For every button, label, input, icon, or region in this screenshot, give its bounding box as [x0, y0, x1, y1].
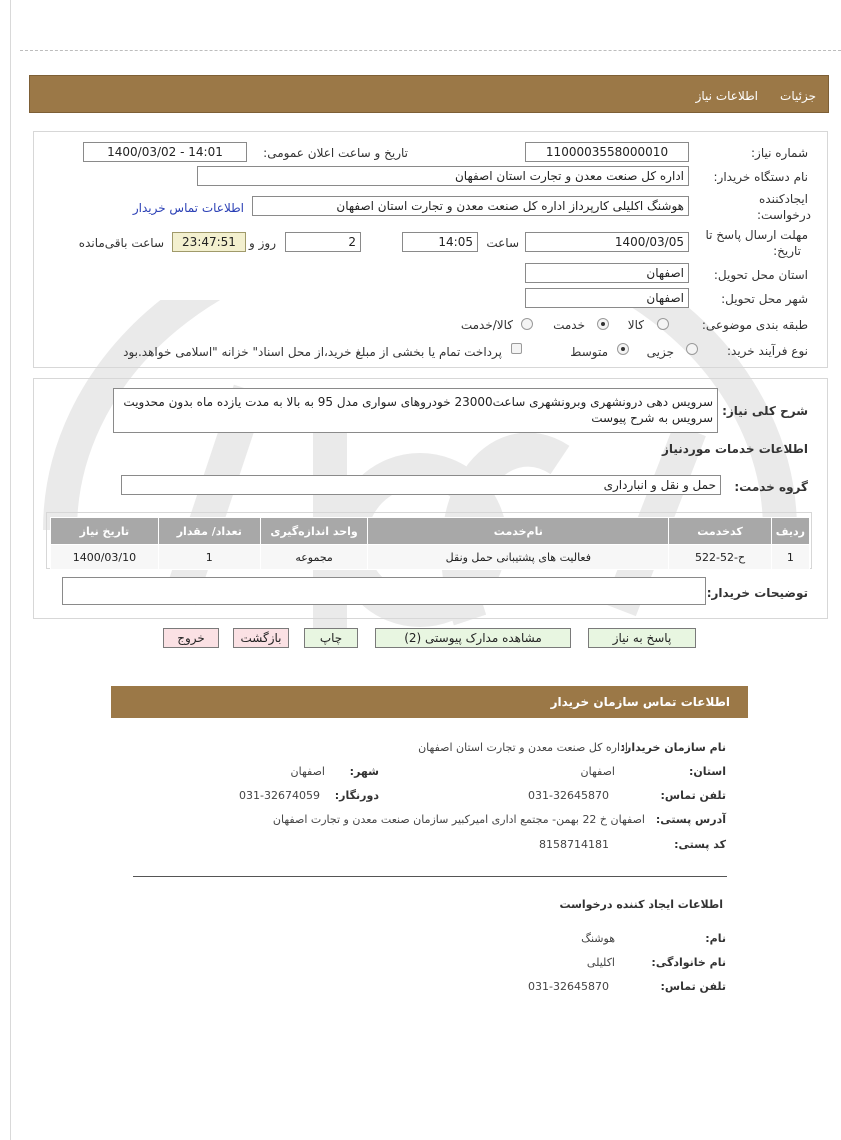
process-type-label: نوع فرآیند خرید:: [727, 344, 808, 358]
remaining-time-counter: 23:47:51: [172, 232, 246, 252]
org-fax-value: 031-32674059: [239, 789, 320, 802]
process-radio-minor[interactable]: [686, 343, 698, 355]
province-label: استان محل تحویل:: [713, 268, 808, 282]
deadline-label-line1: مهلت ارسال پاسخ تا: [705, 228, 808, 242]
treasury-payment-note: پرداخت تمام یا بخشی از مبلغ خرید،از محل اسناد" خزانه "اسلامی خواهد.بود: [123, 345, 502, 359]
creator-family-label: نام خانوادگی:: [651, 956, 726, 969]
cell-need-date: 1400/03/10: [51, 545, 159, 570]
org-postal-value: 8158714181: [539, 838, 609, 851]
announce-date-label: تاریخ و ساعت اعلان عمومی:: [263, 146, 408, 160]
creator-contact-title: اطلاعات ایجاد کننده درخواست: [559, 898, 723, 911]
print-button[interactable]: چاپ: [304, 628, 358, 648]
summary-label: شرح کلی نیاز:: [722, 404, 808, 418]
col-need-date: تاریخ نیاز: [51, 518, 159, 545]
cell-service-name: فعالیت های پشتیبانی حمل ونقل: [368, 545, 669, 570]
org-phone-label: تلفن تماس:: [660, 789, 726, 802]
creator-name-label: نام:: [705, 932, 726, 945]
org-contact-header: [111, 686, 748, 718]
buyer-notes-label: توضیحات خریدار:: [706, 586, 808, 600]
view-attachments-button[interactable]: مشاهده مدارک پیوستی (2): [375, 628, 571, 648]
org-fax-label: دورنگار:: [334, 789, 379, 802]
deadline-date-field: 1400/03/05: [525, 232, 689, 252]
tab-details[interactable]: جزئیات: [780, 89, 816, 103]
table-row: [51, 545, 810, 570]
org-city-label: شهر:: [349, 765, 379, 778]
org-phone-value: 031-32645870: [528, 789, 609, 802]
category-radio-goods[interactable]: [657, 318, 669, 330]
deadline-time-field: 14:05: [402, 232, 478, 252]
category-option-service: خدمت: [553, 318, 585, 332]
category-option-goods-service: کالا/خدمت: [460, 318, 513, 332]
cell-row: 1: [771, 545, 809, 570]
process-radio-medium[interactable]: [617, 343, 629, 355]
cell-quantity: 1: [158, 545, 260, 570]
creator-label-line1: ایجادکننده: [759, 192, 808, 206]
details-header-bar: [29, 75, 829, 113]
cell-unit: مجموعه: [260, 545, 368, 570]
service-group-field: حمل و نقل و انبارداری: [121, 475, 721, 495]
org-city-value: اصفهان: [290, 765, 325, 778]
org-address-value: اصفهان خ 22 بهمن- مجتمع اداری امیرکبیر سازمان صنعت معدن و تجارت اصفهان: [272, 813, 645, 826]
tab-need-info[interactable]: اطلاعات نیاز: [695, 89, 758, 103]
city-field: اصفهان: [525, 288, 689, 308]
creator-phone-value: 031-32645870: [528, 980, 609, 993]
need-number-field: 1100003558000010: [525, 142, 689, 162]
services-table: [50, 517, 810, 570]
org-name-value: اداره کل صنعت معدن و تجارت استان اصفهان: [418, 741, 628, 754]
summary-field: سرویس دهی درونشهری وبرونشهری ساعت23000 خودروهای سواری مدل 95 به بالا به مدت یازده ماه بدون محدویت سرویس به شرح پیوست: [113, 388, 718, 433]
org-address-label: آدرس پستی:: [655, 813, 726, 826]
days-remaining-field: 2: [285, 232, 361, 252]
process-option-medium: متوسط: [570, 345, 608, 359]
need-number-label: شماره نیاز:: [751, 146, 808, 160]
back-button[interactable]: بازگشت: [233, 628, 289, 648]
creator-phone-label: تلفن تماس:: [660, 980, 726, 993]
org-name-label: نام سازمان خریدار:: [620, 741, 726, 754]
services-heading: اطلاعات خدمات موردنیاز: [661, 442, 808, 456]
exit-button[interactable]: خروج: [163, 628, 219, 648]
days-label: روز و: [249, 236, 276, 250]
creator-field: هوشنگ اکلیلی کارپرداز اداره کل صنعت معدن و تجارت استان اصفهان: [252, 196, 689, 216]
buyer-notes-field: [62, 577, 706, 605]
org-province-label: استان:: [689, 765, 726, 778]
buyer-name-label: نام دستگاه خریدار:: [713, 170, 808, 184]
remaining-time-label: ساعت باقی‌مانده: [78, 236, 164, 250]
process-option-minor: جزیی: [646, 345, 674, 359]
contact-divider: [133, 876, 727, 877]
creator-family-value: اکلیلی: [586, 956, 615, 969]
service-group-label: گروه خدمت:: [734, 480, 808, 494]
province-field: اصفهان: [525, 263, 689, 283]
buyer-contact-link[interactable]: اطلاعات تماس خریدار: [132, 201, 244, 215]
deadline-time-label: ساعت: [486, 236, 519, 250]
announce-date-field: 1400/03/02 - 14:01: [83, 142, 247, 162]
col-service-name: نام‌خدمت: [368, 518, 669, 545]
col-unit: واحد اندازه‌گیری: [260, 518, 368, 545]
category-option-goods: کالا: [627, 318, 644, 332]
treasury-payment-checkbox[interactable]: [511, 343, 522, 354]
answer-need-button[interactable]: پاسخ به نیاز: [588, 628, 696, 648]
org-province-value: اصفهان: [580, 765, 615, 778]
org-contact-title: اطلاعات تماس سازمان خریدار: [550, 695, 730, 709]
creator-name-value: هوشنگ: [581, 932, 615, 945]
col-quantity: تعداد/ مقدار: [158, 518, 260, 545]
category-label: طبقه بندی موضوعی:: [701, 318, 808, 332]
col-service-code: کدخدمت: [669, 518, 772, 545]
creator-label-line2: درخواست:: [757, 208, 811, 222]
deadline-label-line2: تاریخ:: [773, 244, 801, 258]
col-row: ردیف: [771, 518, 809, 545]
cell-service-code: ح-52-522: [669, 545, 772, 570]
page-left-border: [10, 0, 11, 1140]
city-label: شهر محل تحویل:: [721, 292, 808, 306]
buyer-name-field: اداره کل صنعت معدن و تجارت استان اصفهان: [197, 166, 689, 186]
top-divider: [20, 50, 841, 51]
category-radio-service[interactable]: [597, 318, 609, 330]
org-postal-label: کد پستی:: [674, 838, 726, 851]
category-radio-goods-service[interactable]: [521, 318, 533, 330]
